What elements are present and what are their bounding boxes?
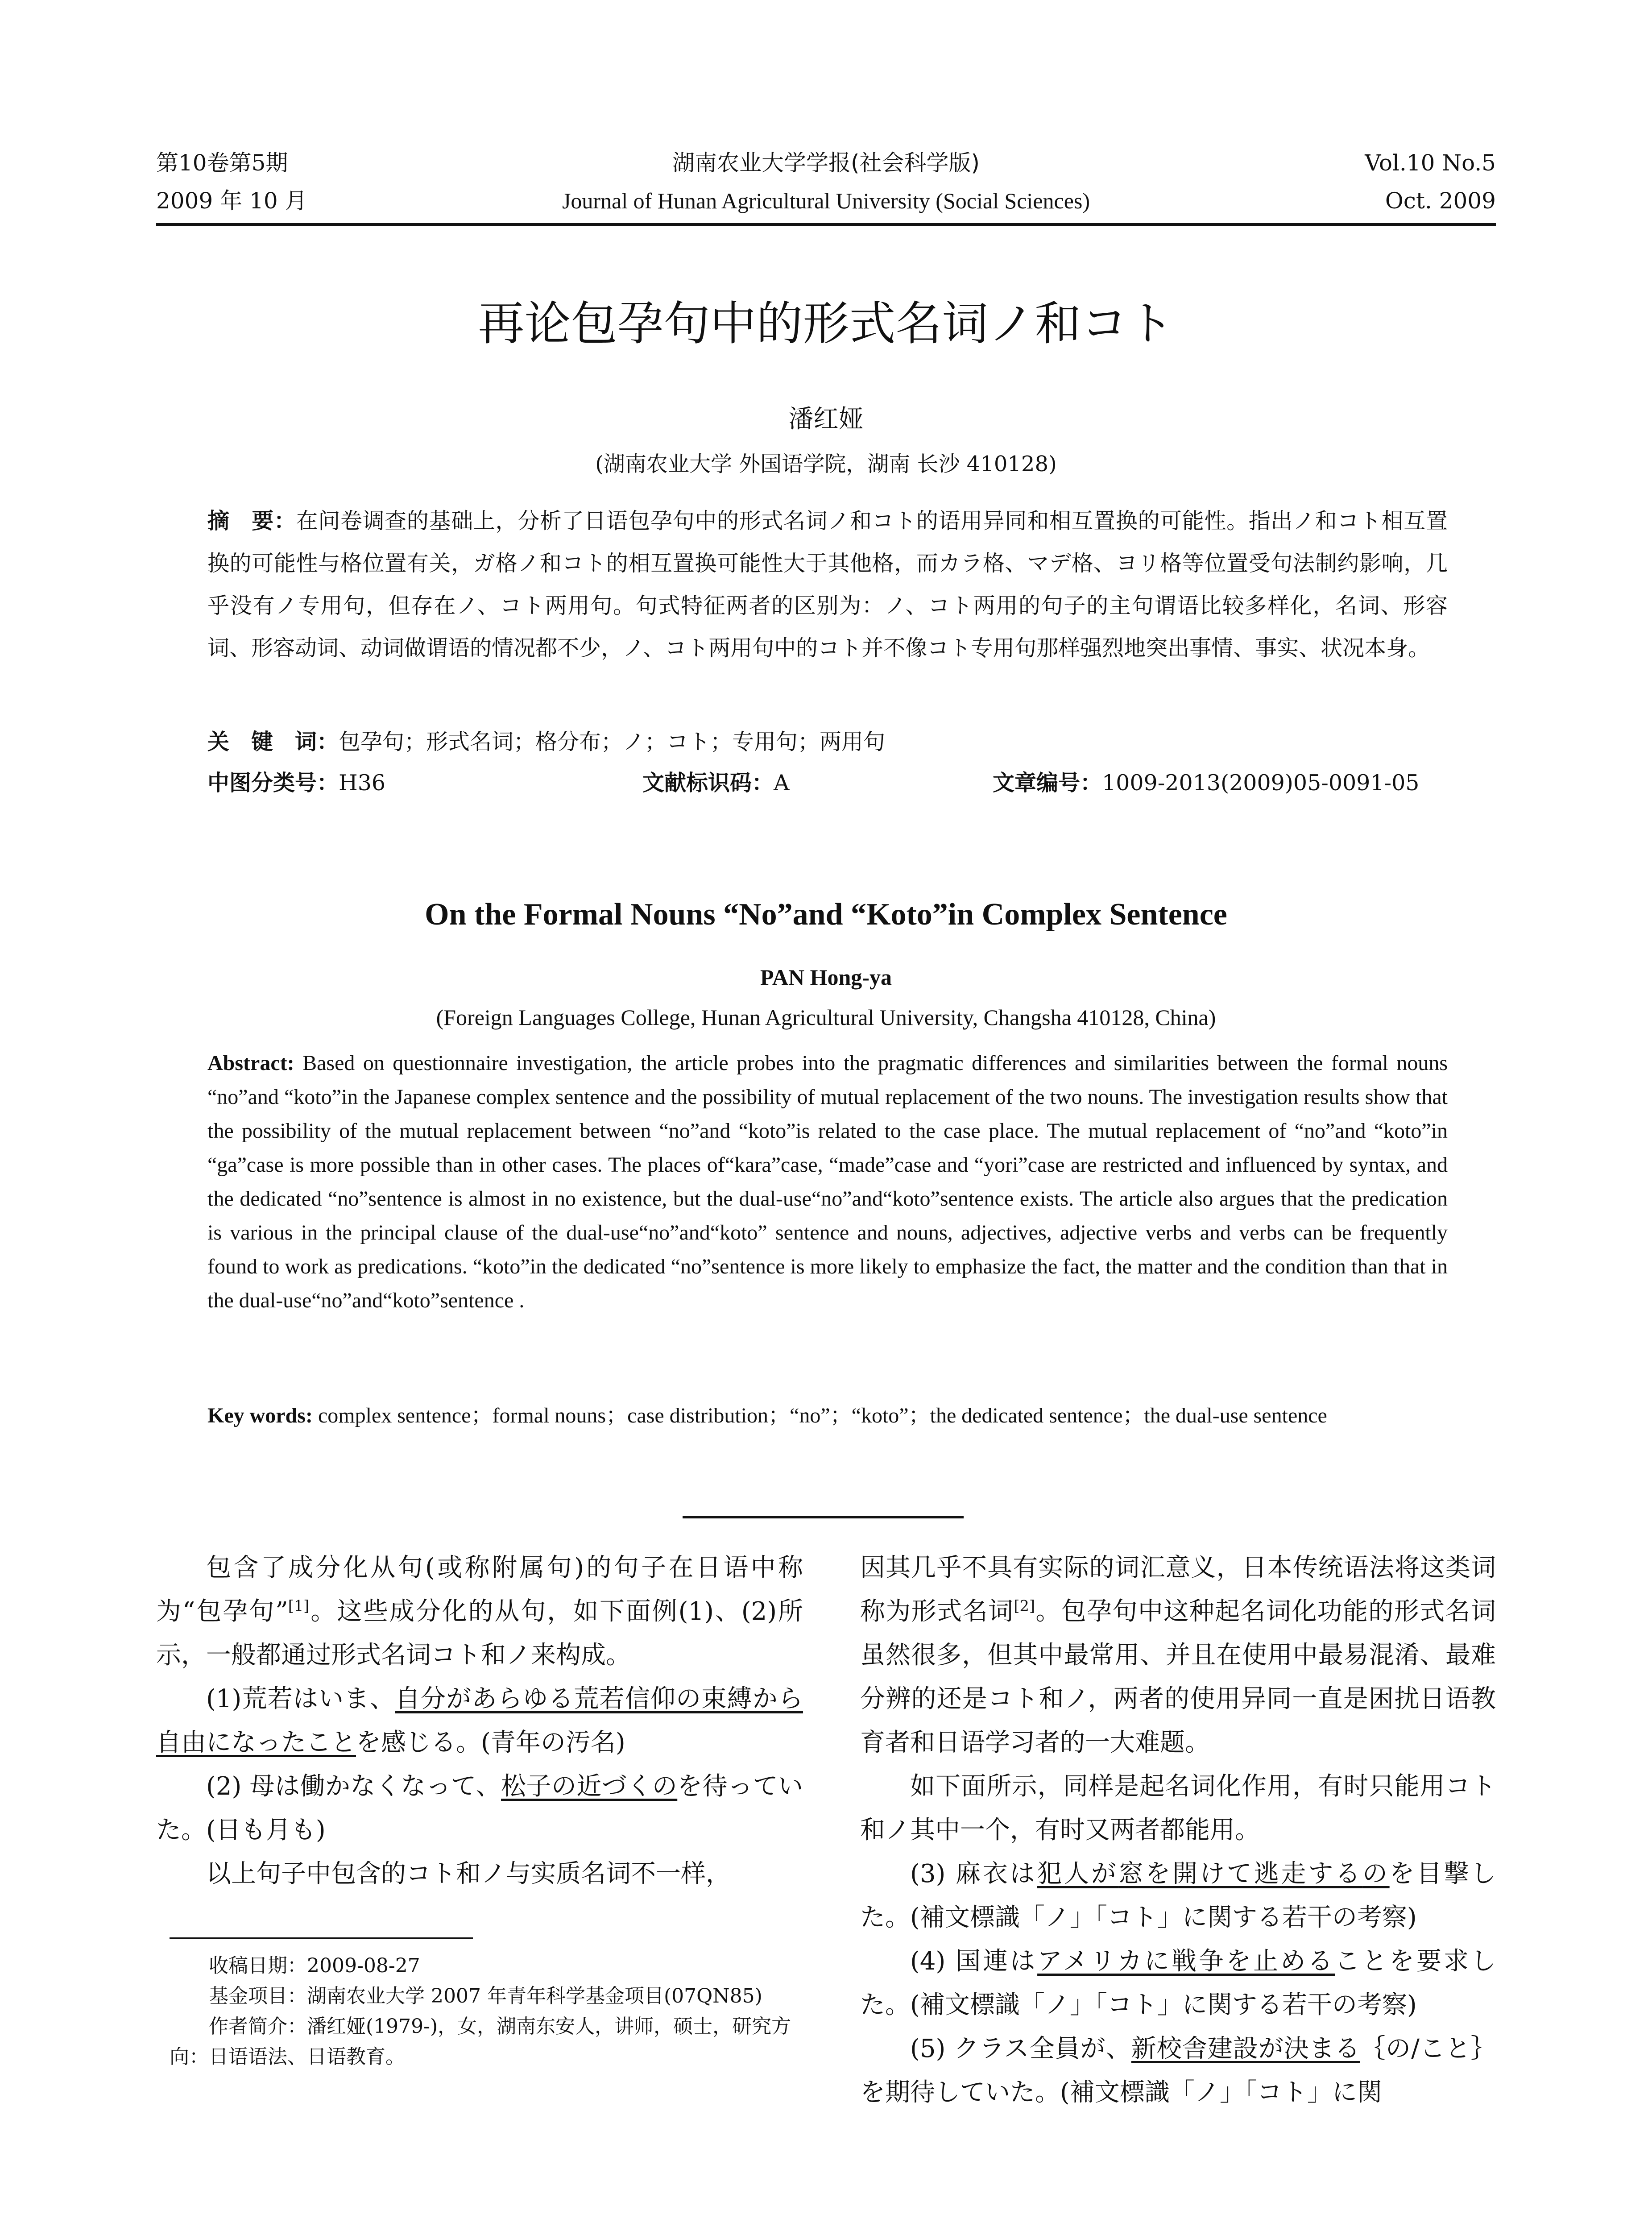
footnotes	[170, 1951, 803, 2072]
footnote-fund: 基金项目：湖南农业大学 2007 年青年科学基金项目(07QN85)	[209, 1985, 762, 2007]
body-left-column	[156, 1546, 803, 1896]
clc-value: H36	[339, 770, 386, 796]
abstract-en	[207, 1046, 1448, 1318]
author-cn: 潘红娅	[788, 405, 864, 434]
affiliation-en: (Foreign Languages College, Hunan Agricultural University, Changsha 410128, China)	[436, 1005, 1216, 1030]
doc-code-label: 文献标识码：	[642, 770, 774, 796]
abstract-label-cn: 摘 要：	[207, 508, 296, 534]
abstract-cn	[207, 500, 1448, 669]
abstract-text-en: Based on questionnaire investigation, the article probes into the pragmatic differences and similarities between the formal nouns “no”and “koto”in the Japanese complex sentence and the possibility of mutual replacement of the two nouns. The investigation results show that the possibility of the mutual replacement between “no”and “koto”is related to the case place. The mutual replacement of “no”and “koto”in “ga”case is more possible than in other cases. The places of“kara”case, “made”case and “yori”case are restricted and influenced by syntax, and the dedicated “no”sentence is almost in no existence, but the dual-use“no”and“koto”sentence exists. The article also argues that the predication is various in the principal clause of the dual-use“no”and“koto” sentence and nouns, adjectives, adjective verbs and verbs can be frequently found to work as predications. “koto”in the dedicated “no”sentence is more likely to emphasize the fact, the matter and the condition than that in the dual-use“no”and“koto”sentence .	[207, 1051, 1448, 1312]
paragraph-usage: 如下面所示，同样是起名词化作用，有时只能用コト和ノ其中一个，有时又两者都能用。	[860, 1772, 1496, 1845]
footnote-author: 作者简介：潘红娅(1979-)，女，湖南东安人，讲师，硕士，研究方向：日语语法、日语教育。	[170, 2015, 791, 2068]
body-right-column	[860, 1546, 1496, 2115]
header-rule	[156, 223, 1496, 226]
journal-name-cn: 湖南农业大学学报(社会科学版)	[672, 150, 980, 176]
document-code	[642, 767, 789, 799]
clc-number	[207, 767, 385, 799]
footnote-rule	[170, 1937, 473, 1939]
example-2: (2) 母は働かなくなって、松子の近づくのを待っていた。(日も月も)	[156, 1772, 803, 1845]
paragraph-intro: 包含了成分化从句(或称附属句)的句子在日语中称为“包孕句”[1]。这些成分化的从句，如下面例(1)、(2)所示，一般都通过形式名词コト和ノ来构成。	[156, 1553, 803, 1670]
article-number-value: 1009-2013(2009)05-0091-05	[1102, 770, 1420, 796]
article-number-label: 文章编号：	[993, 770, 1102, 796]
section-divider	[683, 1516, 964, 1518]
journal-date-cn: 2009 年 10 月	[156, 188, 307, 214]
clc-label: 中图分类号：	[207, 770, 339, 796]
journal-date-en: Oct. 2009	[1385, 188, 1496, 214]
example-4: (4) 国連はアメリカに戦争を止めることを要求した。(補文標識「ノ」「コト」に関する若干の考察)	[860, 1947, 1496, 2020]
abstract-text-cn: 在问卷调查的基础上，分析了日语包孕句中的形式名词ノ和コト的语用异同和相互置换的可能性。指出ノ和コト相互置换的可能性与格位置有关，ガ格ノ和コト的相互置换可能性大于其他格，而カラ格、マデ格、ヨリ格等位置受句法制约影响，几乎没有ノ专用句，但存在ノ、コト两用句。句式特征两者的区别为：ノ、コト两用的句子的主句谓语比较多样化，名词、形容词、形容动词、动词做谓语的情况都不少，ノ、コト两用句中的コト并不像コト专用句那样强烈地突出事情、事实、状况本身。	[207, 508, 1448, 661]
paragraph-formal-nouns: 因其几乎不具有实际的词汇意义，日本传统语法将这类词称为形式名词[2]。包孕句中这种起名词化功能的形式名词虽然很多，但其中最常用、并且在使用中最易混淆、最难分辨的还是コト和ノ，两者的使用异同一直是困扰日语教育者和日语学习者的一大难题。	[860, 1553, 1496, 1757]
example-5: (5) クラス全員が、新校舎建設が決まる｛の/こと｝を期待していた。(補文標識「ノ」「コト」に関	[860, 2034, 1496, 2107]
paper-title-en: On the Formal Nouns “No”and “Koto”in Complex Sentence	[425, 897, 1227, 932]
keywords-text-cn: 包孕句；形式名词；格分布；ノ；コト；专用句；两用句	[339, 729, 886, 755]
journal-volume: Vol.10 No.5	[1365, 150, 1496, 176]
doc-code-value: A	[774, 770, 790, 796]
journal-issue: 第10卷第5期	[156, 150, 288, 176]
keywords-cn	[207, 721, 1448, 763]
keywords-label-cn: 关 键 词：	[207, 729, 339, 755]
footnote-received: 收稿日期：2009-08-27	[209, 1954, 420, 1977]
keywords-text-en: complex sentence；formal nouns；case distribution；“no”；“koto”；the dedicated sentence；the dual-use sentence	[318, 1404, 1327, 1427]
keywords-label-en: Key words:	[207, 1404, 313, 1427]
example-1: (1)荒若はいま、自分があらゆる荒若信仰の束縛から自由になったことを感じる。(青年の汚名)	[156, 1684, 803, 1757]
author-en: PAN Hong-ya	[760, 965, 892, 990]
citation-ref-2: [2]	[1014, 1597, 1035, 1615]
journal-name-en: Journal of Hunan Agricultural University (Social Sciences)	[562, 188, 1090, 213]
affiliation-cn: (湖南农业大学 外国语学院，湖南 长沙 410128)	[595, 452, 1057, 477]
citation-ref-1: [1]	[288, 1597, 310, 1615]
example-3: (3) 麻衣は犯人が窓を開けて逃走するのを目撃した。(補文標識「ノ」「コト」に関する若干の考察)	[860, 1859, 1496, 1932]
paragraph-comparison: 以上句子中包含的コト和ノ与实质名词不一样，	[206, 1859, 731, 1888]
abstract-label-en: Abstract:	[207, 1051, 294, 1075]
article-number	[993, 767, 1419, 799]
keywords-en	[207, 1399, 1448, 1433]
paper-title-cn: 再论包孕句中的形式名词ノ和コト	[478, 296, 1174, 351]
